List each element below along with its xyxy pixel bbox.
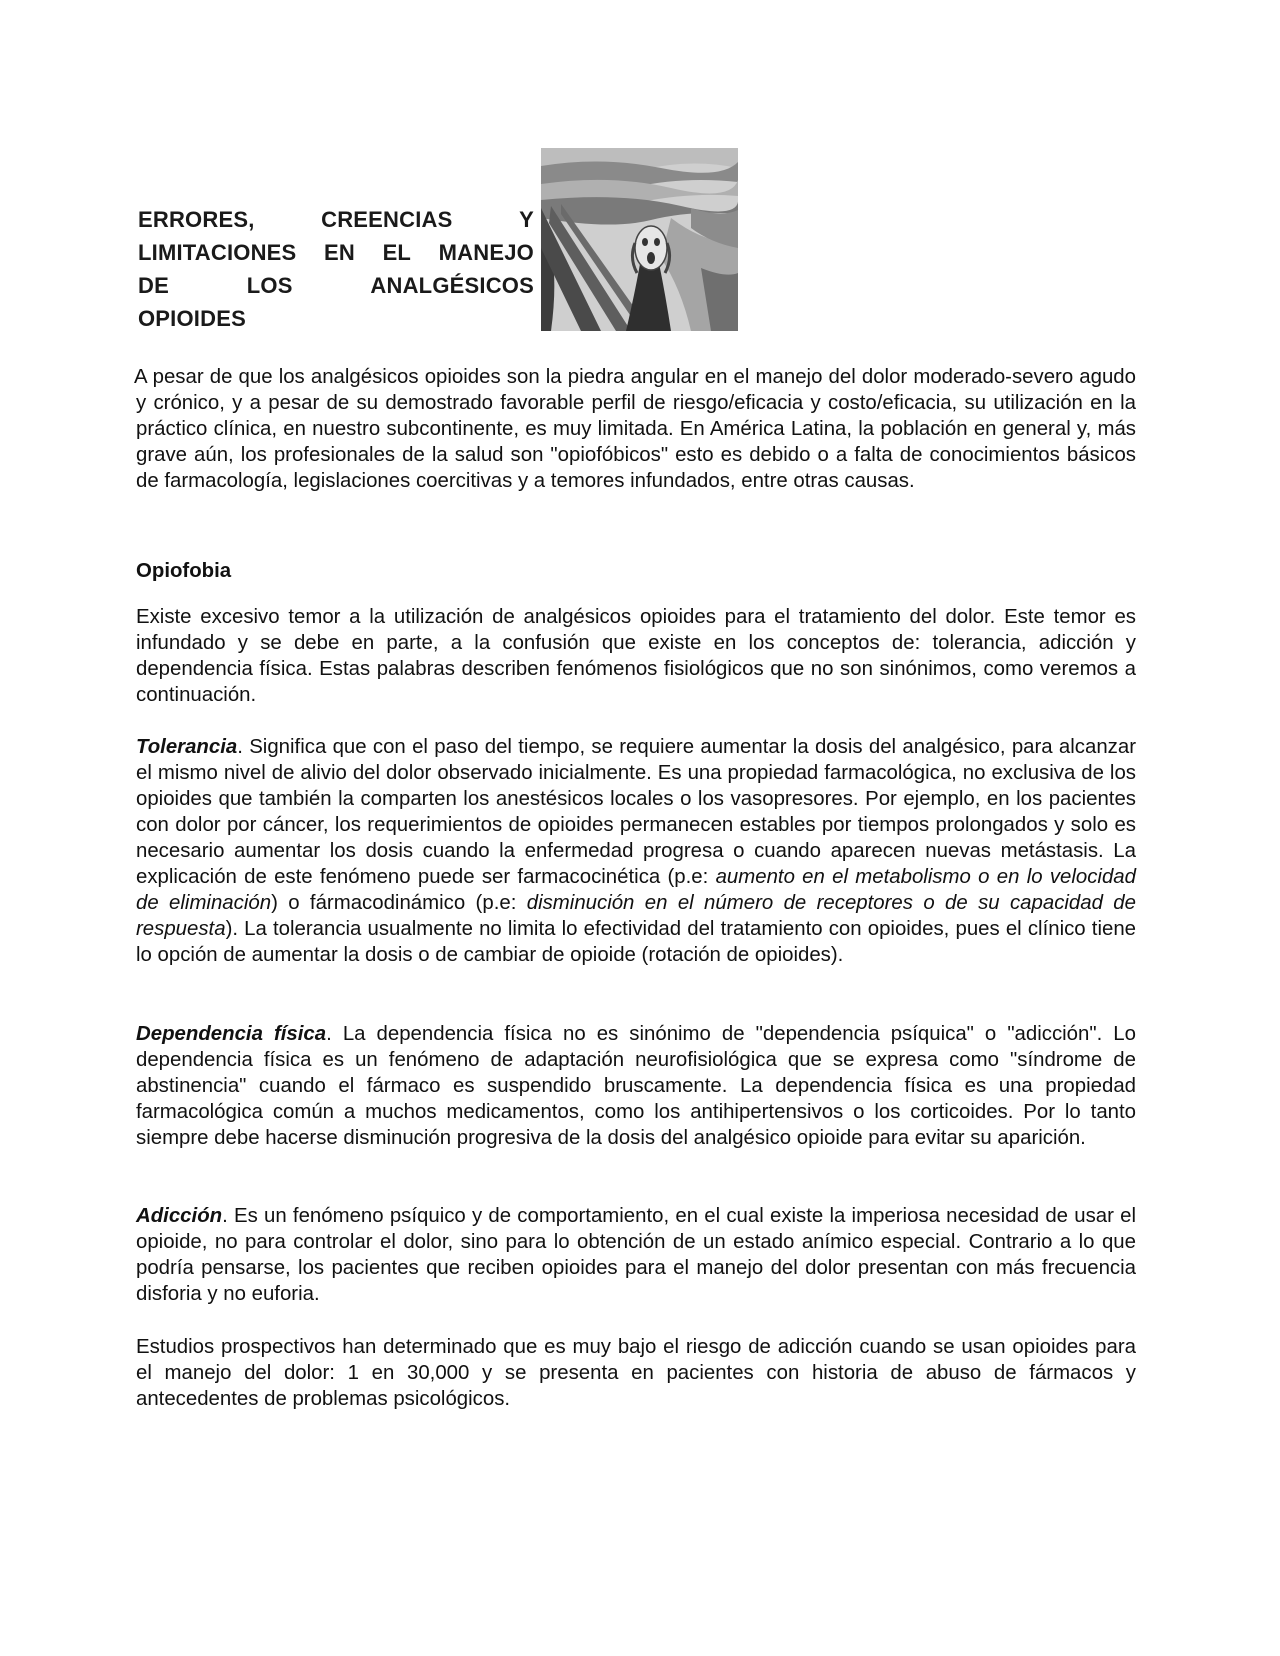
title-word: LOS (246, 273, 293, 298)
title-word: ERRORES, (138, 207, 255, 232)
tolerancia-term: Tolerancia (136, 736, 238, 758)
dependencia-term: Dependencia física (136, 1023, 327, 1045)
adiccion-text: . Es un fenómeno psíquico y de comportamiento, en el cual existe la imperiosa necesidad de usar el opioide, no para controlar el dolor, sino para lo obtención de un estado anímico especial. Contrario a lo que podría pensarse, los pacientes que reciben opioides para el manejo del dolor presentan con más frecuencia disforia y no euforia. (136, 1205, 1136, 1305)
tolerancia-text-3: ). La tolerancia usualmente no limita lo efectividad del tratamiento con opioides, pues el clínico tiene lo opción de aumentar la dosis o de cambiar de opioide (rotación de opioides). (136, 918, 1136, 966)
title-line-1 (138, 203, 534, 236)
title-line-3 (138, 269, 534, 302)
title-word: LIMITACIONES (138, 240, 297, 265)
tolerancia-paragraph (136, 734, 1136, 968)
scream-painting-image (541, 148, 738, 331)
section-heading-opiofobia: Opiofobia (136, 560, 232, 582)
title-word: MANEJO (438, 240, 534, 265)
title-word: EL (382, 240, 412, 265)
opiofobia-paragraph: Existe excesivo temor a la utilización de analgésicos opioides para el tratamiento del dolor. Este temor es infundado y se debe en parte, a la confusión que existe en los conceptos de: tolerancia, adicción y dependencia física. Estas palabras describen fenómenos fisiológicos que no son sinónimos, como veremos a continuación. (136, 606, 1136, 706)
estudios-paragraph: Estudios prospectivos han determinado que es muy bajo el riesgo de adicción cuando se usan opioides para el manejo del dolor: 1 en 30,000 y se presenta en pacientes con historia de abuso de fármacos y antecedentes de problemas psicológicos. (136, 1336, 1136, 1410)
dependencia-text: . La dependencia física no es sinónimo de "dependencia psíquica" o "adicción". Lo dependencia física es un fenómeno de adaptación neurofisiológica que se expresa como "síndrome de abstinencia" cuando el fármaco es suspendido bruscamente. La dependencia física es una propiedad farmacológica común a muchos medicamentos, como los antihipertensivos o los corticoides. Por lo tanto siempre debe hacerse disminución progresiva de la dosis del analgésico opioide para evitar su aparición. (136, 1023, 1136, 1149)
adiccion-paragraph (136, 1203, 1136, 1307)
tolerancia-text-2: ) o fármacodinámico (p.e: (271, 892, 527, 914)
title-word: ANALGÉSICOS (370, 273, 534, 298)
adiccion-term: Adicción (136, 1205, 223, 1227)
tolerancia-text-1: . Significa que con el paso del tiempo, se requiere aumentar la dosis del analgésico, para alcanzar el mismo nivel de alivio del dolor observado inicialmente. Es una propiedad farmacológica, no exclusiva de los opioides que también la comparten los anestésicos locales o los vasopresores. Por ejemplo, en los pacientes con dolor por cáncer, los requerimientos de opioides permanecen estables por tiempos prolongados y solo es necesario aumentar los dosis cuando la enfermedad progresa o cuando aparecen nuevas metástasis. La explicación de este fenómeno puede ser farmacocinética (p.e: (136, 736, 1136, 888)
tolerancia-italic-1: aumento en el metabolismo o en lo velocidad de eliminación (136, 866, 1136, 914)
title-line-4 (138, 302, 534, 335)
title-word: CREENCIAS (321, 207, 453, 232)
intro-paragraph: A pesar de que los analgésicos opioides son la piedra angular en el manejo del dolor moderado-severo agudo y crónico, y a pesar de su demostrado favorable perfil de riesgo/eficacia y costo/eficacia, su utilización en la práctico clínica, en nuestro subcontinente, es muy limitada. En América Latina, la población en general y, más grave aún, los profesionales de la salud son "opiofóbicos" esto es debido o a falta de conocimientos básicos de farmacología, legislaciones coercitivas y a temores infundados, entre otras causas. (134, 366, 1136, 492)
dependencia-paragraph (136, 1021, 1136, 1151)
title-line-2 (138, 236, 534, 269)
title-word: EN (324, 240, 355, 265)
document-title (138, 203, 534, 335)
tolerancia-italic-2: disminución en el número de receptores o de su capacidad de respuesta (136, 892, 1136, 940)
title-word: OPIOIDES (138, 306, 246, 331)
title-word: Y (519, 207, 534, 232)
title-word: DE (138, 273, 169, 298)
